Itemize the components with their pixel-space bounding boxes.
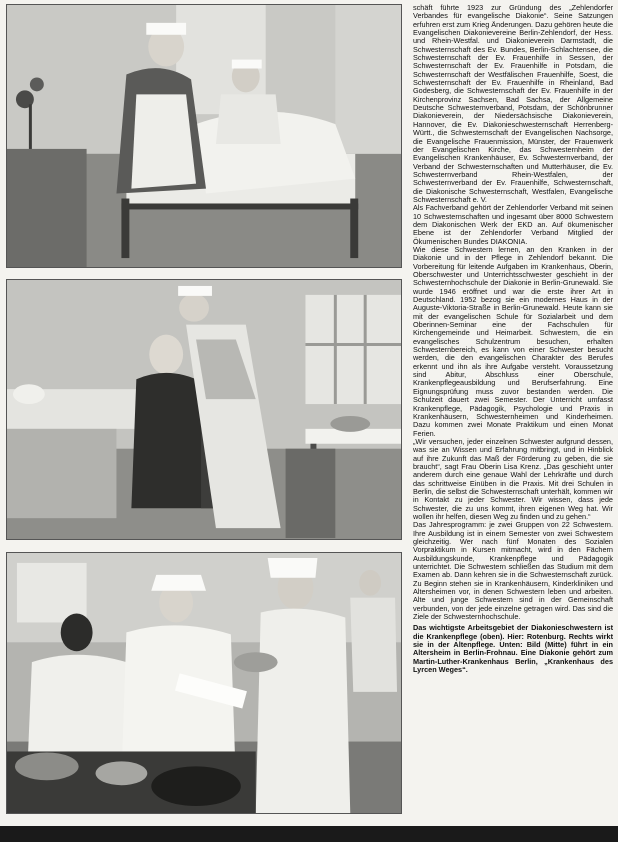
- article-paragraph: schäft führte 1923 zur Gründung des „Zehlendorfer Verbandes für evangelische Diakonie“. Seine Satzungen erfuhren erst zum Krieg Änderungen. Dazu gehören heute die Evangelischen Diakonievereine Berlin-Zehlendorf, der Hess. und Rhein-Westfal. und Diakonieverein Darmstadt, die Schwesternschaft des Ev. Bundes, Berlin-Schlachtensee, die Schwesternschaft der Ev. Frauenhilfe in Sessen, der Schwesternschaft der Ev. Frauenhilfe in Potsdam, die Schwesternschaft der Westfälischen Frauenhilfe, Soest, die Schwesternschaft der Ev. Frauenhilfe in Rheinland, Bad Godesberg, die Schwesternschaft der Ev. Frauenhilfe in der Kirchenprovinz Sachsen, Bad Sachsa, der Allgemeine Deutsche Schwesternverband, Potsdam, der Schönbrunner Diakonieverein, der Niedersächsische Diakonieverein, Hannover, die Ev. Diakonieschwesternschaft Herrenberg-Württ., die Schwesternschaft der Evangelischen Nachsorge, die Evangelische Frauenmission, Münster, der Frauenwerk der Evangelischen Kirche, das Schwesternheim der Evangelischen Krankenhäuser, Ev. Schwesternverband, der Verband der Schwesternschaften und Mutterhäuser, die Ev. Schwesternverband Rhein-Westfalen, der Schwesternverband der Ev. Frauenhilfe, Schwesternschaft, die Diakonische Schwesternschaft, Westfalen, Evangelische Schwesternschaft e. V.: [413, 4, 613, 204]
- article-paragraph: Das Jahresprogramm: je zwei Gruppen von 22 Schwestern. Ihre Ausbildung ist in einem Semester von zwei Schwestern gleichzeitig. Wer nach fünf Monaten des Sozialen Vorpraktikum in Kursen mitmacht, wird in den Fächern Ausbildungskunde, Krankenpflege und Pädagogik unterrichtet. Die Schwestern schließen das Studium mit dem Examen ab. Dann kehren sie in die Schwesternschaft zurück. Zu Beginn stehen sie in Krankenhäusern, Kinderkliniken und Altersheimen vor, in denen Schwestern leben und arbeiten. Alte und junge Schwestern sind in der Gemeinschaft verbunden, von der jede einzelne getragen wird. Das sind die Ziele der Schwesternhochschule.: [413, 520, 613, 622]
- photo-nurses-in-kitchen: [6, 552, 402, 814]
- photo-nurses-making-bed: [6, 4, 402, 268]
- article-paragraph: „Wir versuchen, jeder einzelnen Schwester aufgrund dessen, was sie an Wissen und Erfahrung mitbringt, und in Hinblick auf ihre Zukunft das Maß der Förderung zu geben, die sie braucht“, sagt Frau Oberin Lisa Krenz. „Das geschieht unter anderem durch eine genaue Wahl der Lehrkräfte und durch das schrittweise Einüben in die Praxis. Mit drei Schulen in Berlin, die selbst die Schwesternschaft unterhält, kommen wir in Kontakt zu jeder Schwester. Wir wissen, dass jede Schwester, die zu uns kommt, ihren eigenen Weg hat. Wir wollen ihr helfen, diesen Weg zu finden und zu gehen.“: [413, 436, 613, 521]
- bottom-rule: [0, 826, 618, 842]
- photo-nurse-with-elderly-patient-image: [7, 280, 401, 539]
- photo-nurse-with-elderly-patient: [6, 279, 402, 540]
- photo-nurses-in-kitchen-image: [7, 553, 401, 813]
- article-paragraph: Wie diese Schwestern lernen, an den Kranken in der Diakonie und in der Pflege in Zehlendorf bekannt. Die Vorbereitung für leitende Aufgaben im Krankenhaus, Oberin, Oberschwester und Unterrichtsschwester geschieht in der Schwesternhochschule der Diakonie in Berlin-Grunewald. Sie wurde 1946 eröffnet und war die erste ihrer Art in Deutschland. 1952 bezog sie ein modernes Haus in der Auguste-Viktoria-Straße in Berlin-Grunewald. Heute kann sie mit der evangelischen Schule für Sozialarbeit und dem Oberinnen-Seminar eine der Fachschulen für Kirchengemeinde und Heimarbeit. Schwestern, die ein evangelisches Schulzentrum besuchen, erhalten Schwesternbereich, es kann von einer Schwester besucht werden, die den evangelischen Charakter des Berufes erkennt und ihn als ihre Aufgabe versteht. Voraussetzung sind Abitur, Abschluss einer Oberschule, Krankenpflegeausbildung und Berufserfahrung. Eine Eignungsprüfung muss zuvor bestanden werden. Die Schulzeit dauert zwei Semester. Der Unterricht umfasst Krankenpflege, Pädagogik, Psychologie und Praxis in Krankenhäusern, Schwesternheimen und Kinderheimen. Dazu kommen zwei Monate Praktikum und einen Monat Ferien.: [413, 244, 613, 438]
- article-paragraph: Als Fachverband gehört der Zehlendorfer Verband mit seinen 10 Schwesternschaften und ingesamt über 8000 Schwestern dem Diakonischen Werk der EKD an. Auf ökumenischer Ebene ist der Zehlendorfer Verband Mitglied der Ökumenischen Bundes DIAKONIA.: [413, 203, 613, 246]
- article-column: [413, 4, 613, 816]
- photo-caption: Das wichtigste Arbeitsgebiet der Diakonieschwestern ist die Krankenpflege (oben). Hier: Rotenburg. Rechts wirkt sie in der Altenpflege. Unten: Bild (Mitte) führt in ein Altersheim in Berlin-Frohnau. Eine Diakonie gehört zum Martin-Luther-Krankenhaus Berlin, „Krankenhaus des Lyrcen Weges“.: [413, 623, 613, 674]
- photo-nurses-making-bed-image: [7, 5, 401, 267]
